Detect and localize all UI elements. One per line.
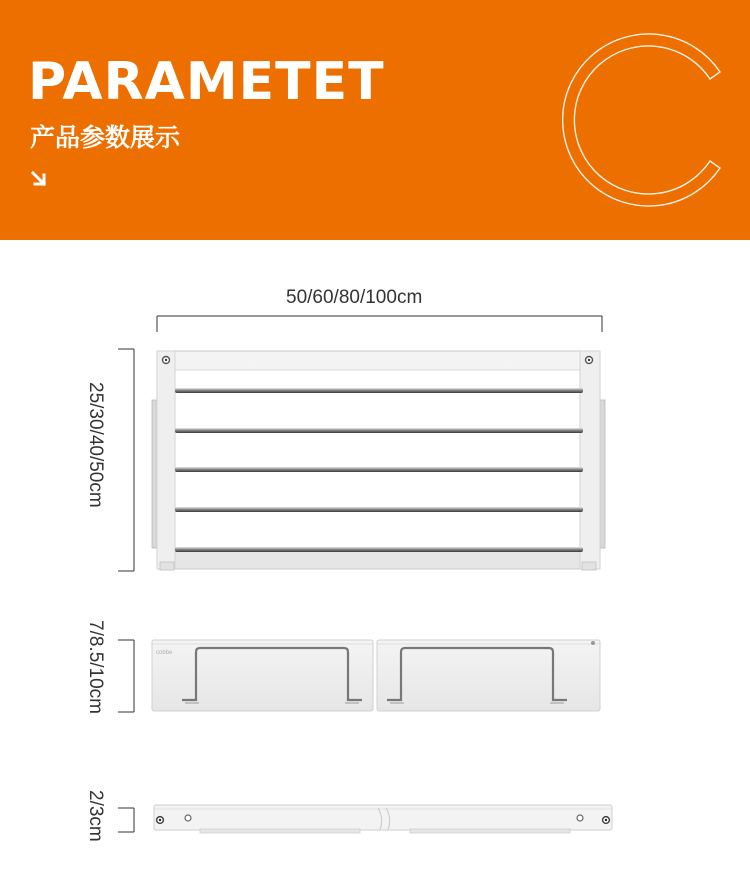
rack-front-view [152,640,600,711]
rack-top-view [152,351,605,570]
side-height-dimension-bracket [118,808,134,832]
rack-side-view [154,805,612,833]
page-title: PARAMETET [28,52,385,112]
width-dimension-bracket [157,316,602,332]
front-height-dimension-bracket [118,640,134,712]
brand-mark: cobbe [156,650,173,656]
front-height-dimension-label: 7/8.5/10cm [85,620,106,714]
side-height-dimension-label: 2/3cm [85,790,106,842]
page-subtitle: 产品参数展示 [30,123,181,152]
depth-dimension-bracket [118,349,134,571]
width-dimension-label: 50/60/80/100cm [286,287,423,308]
depth-dimension-label: 25/30/40/50cm [85,382,106,508]
